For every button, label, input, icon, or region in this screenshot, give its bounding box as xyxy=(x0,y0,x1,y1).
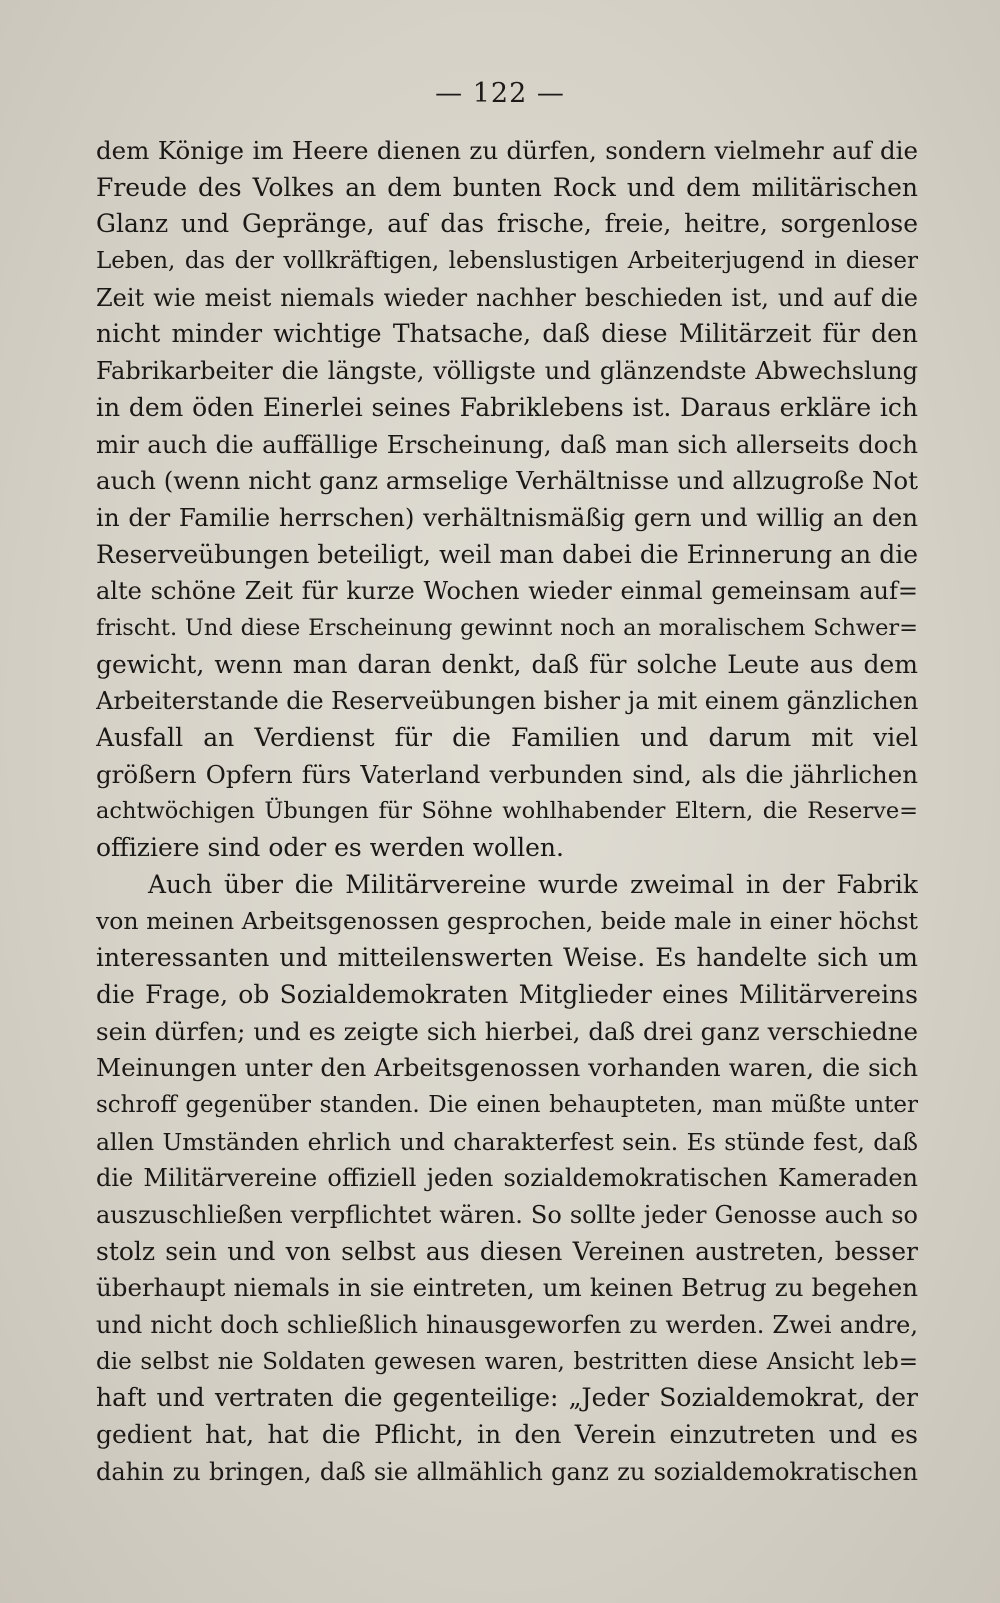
text-line: dahin zu bringen, daß sie allmählich ganz zu sozialdemokratischen xyxy=(96,1457,918,1486)
text-line: achtwöchigen Übungen für Söhne wohlhabender Eltern, die Reserve= xyxy=(96,798,918,825)
text-line: Zeit wie meist niemals wieder nachher beschieden ist, und auf die xyxy=(96,283,918,312)
text-line: Meinungen unter den Arbeitsgenossen vorhanden waren, die sich xyxy=(96,1053,918,1083)
text-line: auch (wenn nicht ganz armselige Verhältnisse und allzugroße Not xyxy=(96,466,918,496)
text-line: Glanz und Gepränge, auf das frische, freie, heitre, sorgenlose xyxy=(96,209,918,239)
text-line: Auch über die Militärvereine wurde zweimal in der Fabrik xyxy=(148,869,918,899)
text-line: mir auch die auffällige Erscheinung, daß man sich allerseits doch xyxy=(96,429,918,459)
text-line: überhaupt niemals in sie eintreten, um keinen Betrug zu begehen xyxy=(96,1273,918,1303)
text-line: stolz sein und von selbst aus diesen Vereinen austreten, besser xyxy=(96,1236,918,1266)
text-line: und nicht doch schließlich hinausgeworfen zu werden. Zwei andre, xyxy=(96,1311,918,1339)
text-line: gedient hat, hat die Pflicht, in den Verein einzutreten und es xyxy=(96,1420,918,1450)
text-line: von meinen Arbeitsgenossen gesprochen, beide male in einer höchst xyxy=(96,907,918,936)
text-line: interessanten und mitteilenswerten Weise. Es handelte sich um xyxy=(96,943,918,973)
text-line: größern Opfern fürs Vaterland verbunden sind, als die jährlichen xyxy=(96,759,918,789)
text-line: sein dürfen; und es zeigte sich hierbei, daß drei ganz verschiedne xyxy=(96,1016,918,1046)
body-text xyxy=(96,133,918,1490)
text-line: die selbst nie Soldaten gewesen waren, bestritten diese Ansicht leb= xyxy=(96,1348,918,1375)
text-line: alte schöne Zeit für kurze Wochen wieder einmal gemeinsam auf= xyxy=(96,577,918,606)
text-line: Reserveübungen beteiligt, weil man dabei die Erinnerung an die xyxy=(96,539,918,569)
text-line: die Militärvereine offiziell jeden sozialdemokratischen Kameraden xyxy=(96,1164,918,1193)
text-line: haft und vertraten die gegenteilige: „Jeder Sozialdemokrat, der xyxy=(96,1383,918,1413)
text-line: schroff gegenüber standen. Die einen behaupteten, man müßte unter xyxy=(96,1091,918,1118)
text-line: die Frage, ob Sozialdemokraten Mitglieder eines Militärvereins xyxy=(96,979,918,1009)
text-line: Leben, das der vollkräftigen, lebenslustigen Arbeiterjugend in dieser xyxy=(96,248,918,275)
text-line: Fabrikarbeiter die längste, völligste und glänzendste Abwechslung xyxy=(96,357,918,386)
text-line: auszuschließen verpflichtet wären. So sollte jeder Genosse auch so xyxy=(96,1200,918,1229)
text-line: offiziere sind oder es werden wollen. xyxy=(96,833,564,863)
text-line: Arbeiterstande die Reserveübungen bisher ja mit einem gänzlichen xyxy=(96,687,918,716)
text-line: Ausfall an Verdienst für die Familien und darum mit viel xyxy=(96,723,918,752)
text-line: in der Familie herrschen) verhältnismäßig gern und willig an den xyxy=(96,502,918,532)
text-line: frischt. Und diese Erscheinung gewinnt noch an moralischem Schwer= xyxy=(96,614,918,641)
text-line: allen Umständen ehrlich und charakterfest sein. Es stünde fest, daß xyxy=(96,1127,918,1156)
text-line: Freude des Volkes an dem bunten Rock und dem militärischen xyxy=(96,172,918,202)
page-number: — 122 — xyxy=(435,78,565,109)
text-line: gewicht, wenn man daran denkt, daß für solche Leute aus dem xyxy=(96,649,918,679)
text-line: nicht minder wichtige Thatsache, daß diese Militärzeit für den xyxy=(96,319,918,349)
text-line: dem Könige im Heere dienen zu dürfen, sondern vielmehr auf die xyxy=(96,136,918,165)
text-line: in dem öden Einerlei seines Fabriklebens ist. Daraus erkläre ich xyxy=(96,392,918,422)
